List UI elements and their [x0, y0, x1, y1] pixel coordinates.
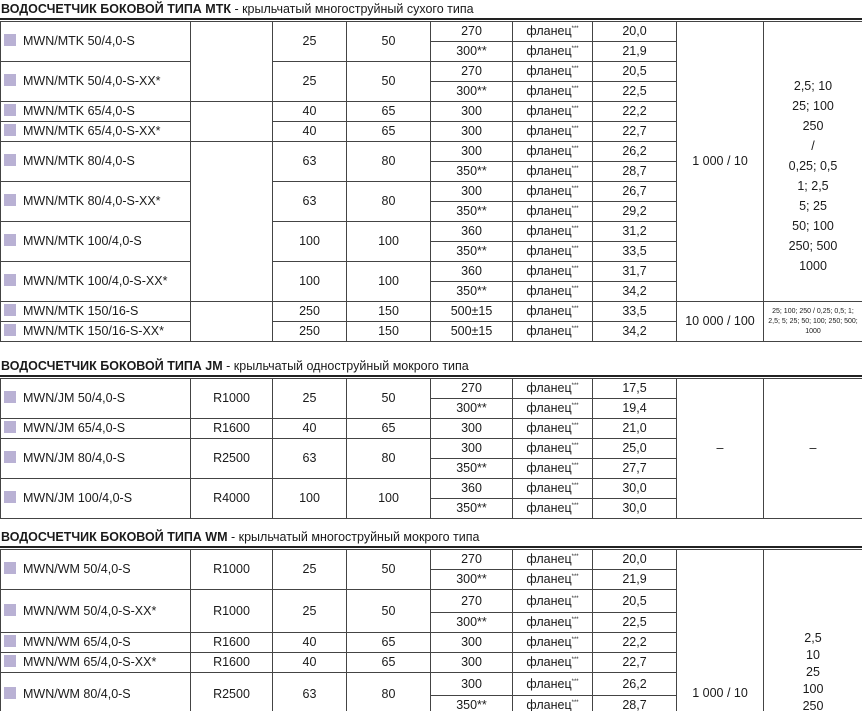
length-cell: 350** [431, 499, 513, 519]
length-cell: 300** [431, 42, 513, 62]
ratio-cell: 10 000 / 100 [677, 302, 764, 342]
thread-cell: R1000 [191, 590, 273, 633]
square-icon [4, 491, 16, 503]
qn-cell: 150 [347, 322, 431, 342]
ratio-cell: 1 000 / 10 [677, 550, 764, 711]
length-cell: 300 [431, 142, 513, 162]
dn-cell: 63 [273, 439, 347, 479]
length-cell: 300 [431, 653, 513, 673]
conn-cell: фланец*** [513, 62, 593, 82]
conn-cell: фланец*** [513, 673, 593, 696]
qn-cell: 50 [347, 550, 431, 590]
value-cell: 20,0 [593, 22, 677, 42]
qn-cell: 100 [347, 262, 431, 302]
meter-table [0, 549, 862, 711]
square-icon [4, 421, 16, 433]
thread-cell: R1000 [191, 379, 273, 419]
conn-cell: фланец*** [513, 479, 593, 499]
length-cell: 270 [431, 590, 513, 613]
model-cell: MWN/MTK 100/4,0-S-XX* [1, 262, 191, 302]
length-cell: 500±15 [431, 322, 513, 342]
square-icon [4, 324, 16, 336]
conn-cell: фланец*** [513, 459, 593, 479]
value-cell: 33,5 [593, 302, 677, 322]
conn-cell: фланец*** [513, 696, 593, 711]
empty-cell [191, 142, 273, 302]
meter-table [0, 378, 862, 519]
value-cell: 28,7 [593, 696, 677, 711]
dn-cell: 25 [273, 550, 347, 590]
length-cell: 350** [431, 696, 513, 711]
value-cell: 25,0 [593, 439, 677, 459]
value-cell: 22,7 [593, 653, 677, 673]
length-cell: 350** [431, 202, 513, 222]
value-cell: 31,7 [593, 262, 677, 282]
dn-cell: 63 [273, 182, 347, 222]
dn-cell: 250 [273, 302, 347, 322]
model-cell: MWN/MTK 50/4,0-S-XX* [1, 62, 191, 102]
square-icon [4, 562, 16, 574]
value-cell: 21,0 [593, 419, 677, 439]
conn-cell: фланец*** [513, 302, 593, 322]
value-cell: 30,0 [593, 479, 677, 499]
model-cell: MWN/MTK 100/4,0-S [1, 222, 191, 262]
length-cell: 300 [431, 419, 513, 439]
conn-cell: фланец*** [513, 42, 593, 62]
meter-table [0, 21, 862, 342]
thread-cell: R1600 [191, 633, 273, 653]
value-cell: 19,4 [593, 399, 677, 419]
model-cell: MWN/JM 80/4,0-S [1, 439, 191, 479]
thread-cell: R1600 [191, 653, 273, 673]
section-title: ВОДОСЧЕТЧИК БОКОВОЙ ТИПА JM - крыльчатый одноструйный мокрого типа [0, 357, 862, 377]
conn-cell: фланец*** [513, 419, 593, 439]
square-icon [4, 655, 16, 667]
square-icon [4, 451, 16, 463]
value-cell: 21,9 [593, 42, 677, 62]
dn-cell: 63 [273, 673, 347, 711]
model-cell: MWN/WM 50/4,0-S-XX* [1, 590, 191, 633]
length-cell: 350** [431, 459, 513, 479]
model-cell: MWN/JM 50/4,0-S [1, 379, 191, 419]
range-cell: 2,5; 10 25; 100 250 / 0,25; 0,5 1; 2,5 5; 25 50; 100 250; 500 1000 [764, 22, 862, 302]
value-cell: 26,7 [593, 182, 677, 202]
length-cell: 300** [431, 613, 513, 633]
qn-cell: 150 [347, 302, 431, 322]
length-cell: 300 [431, 673, 513, 696]
section-title: ВОДОСЧЕТЧИК БОКОВОЙ ТИПА WM - крыльчатый многоструйный мокрого типа [0, 528, 862, 548]
length-cell: 270 [431, 550, 513, 570]
value-cell: 29,2 [593, 202, 677, 222]
ratio-cell: – [677, 379, 764, 519]
square-icon [4, 104, 16, 116]
conn-cell: фланец*** [513, 142, 593, 162]
qn-cell: 100 [347, 222, 431, 262]
length-cell: 300 [431, 122, 513, 142]
value-cell: 22,5 [593, 613, 677, 633]
thread-cell: R2500 [191, 439, 273, 479]
model-cell: MWN/JM 100/4,0-S [1, 479, 191, 519]
model-cell: MWN/MTK 80/4,0-S-XX* [1, 182, 191, 222]
thread-cell: R2500 [191, 673, 273, 711]
value-cell: 22,5 [593, 82, 677, 102]
value-cell: 22,2 [593, 633, 677, 653]
length-cell: 300 [431, 182, 513, 202]
qn-cell: 50 [347, 62, 431, 102]
value-cell: 17,5 [593, 379, 677, 399]
length-cell: 300 [431, 633, 513, 653]
square-icon [4, 234, 16, 246]
value-cell: 34,2 [593, 282, 677, 302]
conn-cell: фланец*** [513, 162, 593, 182]
value-cell: 30,0 [593, 499, 677, 519]
conn-cell: фланец*** [513, 222, 593, 242]
length-cell: 350** [431, 162, 513, 182]
thread-cell: R4000 [191, 479, 273, 519]
qn-cell: 65 [347, 633, 431, 653]
conn-cell: фланец*** [513, 590, 593, 613]
model-cell: MWN/WM 80/4,0-S [1, 673, 191, 711]
model-cell: MWN/MTK 65/4,0-S-XX* [1, 122, 191, 142]
square-icon [4, 604, 16, 616]
square-icon [4, 635, 16, 647]
dn-cell: 25 [273, 379, 347, 419]
range-cell: 2,5 10 25 100 250 [764, 550, 862, 711]
conn-cell: фланец*** [513, 122, 593, 142]
conn-cell: фланец*** [513, 613, 593, 633]
conn-cell: фланец*** [513, 550, 593, 570]
conn-cell: фланец*** [513, 82, 593, 102]
length-cell: 360 [431, 479, 513, 499]
value-cell: 20,0 [593, 550, 677, 570]
qn-cell: 80 [347, 439, 431, 479]
value-cell: 20,5 [593, 62, 677, 82]
conn-cell: фланец*** [513, 379, 593, 399]
conn-cell: фланец*** [513, 22, 593, 42]
empty-cell [191, 302, 273, 342]
square-icon [4, 687, 16, 699]
value-cell: 34,2 [593, 322, 677, 342]
value-cell: 20,5 [593, 590, 677, 613]
model-cell: MWN/MTK 150/16-S [1, 302, 191, 322]
length-cell: 270 [431, 22, 513, 42]
square-icon [4, 34, 16, 46]
section-title: ВОДОСЧЕТЧИК БОКОВОЙ ТИПА МТК - крыльчатый многоструйный сухого типа [0, 0, 862, 20]
qn-cell: 100 [347, 479, 431, 519]
conn-cell: фланец*** [513, 653, 593, 673]
conn-cell: фланец*** [513, 570, 593, 590]
dn-cell: 100 [273, 262, 347, 302]
conn-cell: фланец*** [513, 322, 593, 342]
square-icon [4, 194, 16, 206]
dn-cell: 40 [273, 419, 347, 439]
empty-cell [191, 102, 273, 142]
qn-cell: 80 [347, 673, 431, 711]
square-icon [4, 124, 16, 136]
value-cell: 28,7 [593, 162, 677, 182]
qn-cell: 50 [347, 22, 431, 62]
empty-cell [191, 22, 273, 102]
conn-cell: фланец*** [513, 102, 593, 122]
square-icon [4, 154, 16, 166]
dn-cell: 40 [273, 122, 347, 142]
length-cell: 350** [431, 242, 513, 262]
value-cell: 31,2 [593, 222, 677, 242]
value-cell: 27,7 [593, 459, 677, 479]
qn-cell: 65 [347, 102, 431, 122]
model-cell: MWN/WM 65/4,0-S-XX* [1, 653, 191, 673]
qn-cell: 80 [347, 142, 431, 182]
value-cell: 22,2 [593, 102, 677, 122]
qn-cell: 80 [347, 182, 431, 222]
conn-cell: фланец*** [513, 202, 593, 222]
value-cell: 33,5 [593, 242, 677, 262]
qn-cell: 65 [347, 122, 431, 142]
qn-cell: 65 [347, 419, 431, 439]
model-cell: MWN/MTK 65/4,0-S [1, 102, 191, 122]
range-cell: 25; 100; 250 / 0,25; 0,5; 1; 2,5; 5; 25; 50; 100; 250; 500; 1000 [764, 302, 862, 342]
length-cell: 360 [431, 222, 513, 242]
thread-cell: R1600 [191, 419, 273, 439]
square-icon [4, 304, 16, 316]
dn-cell: 25 [273, 590, 347, 633]
dn-cell: 40 [273, 633, 347, 653]
model-cell: MWN/JM 65/4,0-S [1, 419, 191, 439]
conn-cell: фланец*** [513, 242, 593, 262]
square-icon [4, 391, 16, 403]
dn-cell: 100 [273, 479, 347, 519]
model-cell: MWN/MTK 150/16-S-XX* [1, 322, 191, 342]
conn-cell: фланец*** [513, 399, 593, 419]
length-cell: 300** [431, 570, 513, 590]
qn-cell: 50 [347, 379, 431, 419]
length-cell: 350** [431, 282, 513, 302]
conn-cell: фланец*** [513, 633, 593, 653]
conn-cell: фланец*** [513, 499, 593, 519]
dn-cell: 100 [273, 222, 347, 262]
thread-cell: R1000 [191, 550, 273, 590]
model-cell: MWN/MTK 80/4,0-S [1, 142, 191, 182]
length-cell: 360 [431, 262, 513, 282]
length-cell: 300** [431, 82, 513, 102]
value-cell: 21,9 [593, 570, 677, 590]
dn-cell: 63 [273, 142, 347, 182]
dn-cell: 40 [273, 653, 347, 673]
length-cell: 270 [431, 379, 513, 399]
ratio-cell: 1 000 / 10 [677, 22, 764, 302]
square-icon [4, 274, 16, 286]
dn-cell: 25 [273, 22, 347, 62]
value-cell: 26,2 [593, 673, 677, 696]
length-cell: 300 [431, 439, 513, 459]
conn-cell: фланец*** [513, 262, 593, 282]
conn-cell: фланец*** [513, 439, 593, 459]
model-cell: MWN/WM 65/4,0-S [1, 633, 191, 653]
conn-cell: фланец*** [513, 282, 593, 302]
length-cell: 300** [431, 399, 513, 419]
range-cell: – [764, 379, 862, 519]
square-icon [4, 74, 16, 86]
model-cell: MWN/MTK 50/4,0-S [1, 22, 191, 62]
value-cell: 26,2 [593, 142, 677, 162]
dn-cell: 25 [273, 62, 347, 102]
qn-cell: 65 [347, 653, 431, 673]
dn-cell: 40 [273, 102, 347, 122]
conn-cell: фланец*** [513, 182, 593, 202]
length-cell: 300 [431, 102, 513, 122]
value-cell: 22,7 [593, 122, 677, 142]
qn-cell: 50 [347, 590, 431, 633]
model-cell: MWN/WM 50/4,0-S [1, 550, 191, 590]
dn-cell: 250 [273, 322, 347, 342]
length-cell: 500±15 [431, 302, 513, 322]
length-cell: 270 [431, 62, 513, 82]
